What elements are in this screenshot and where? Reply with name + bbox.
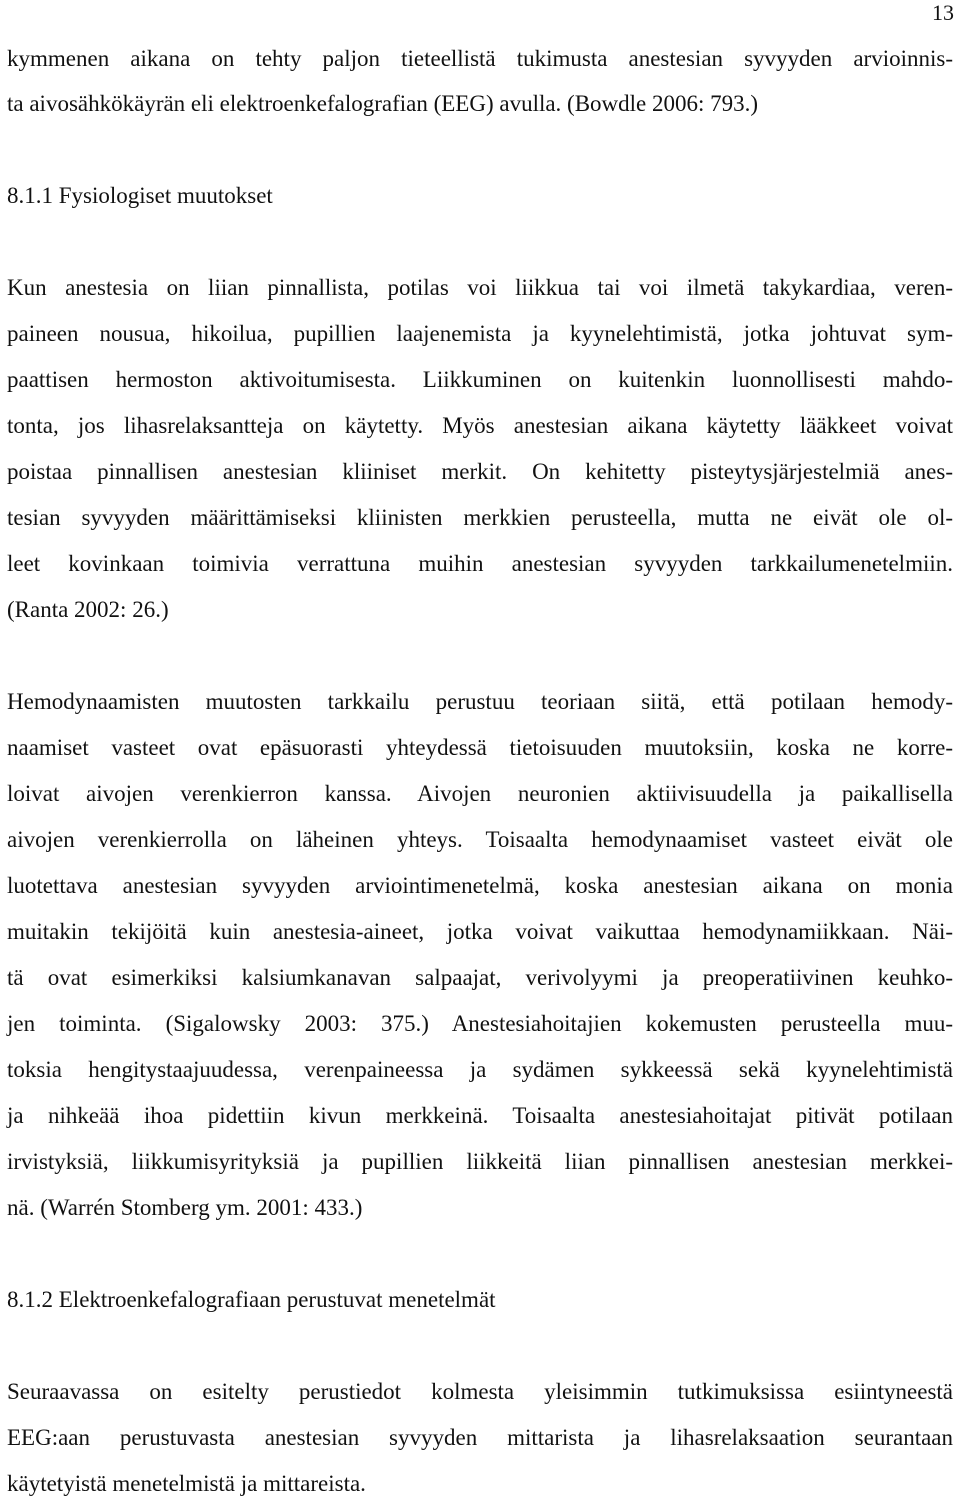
text-line: tä ovat esimerkiksi kalsiumkanavan salpaajat, verivolyymi ja preoperatiivinen keuhko- [7,965,953,990]
text-line: tonta, jos lihasrelaksantteja on käytetty. Myös anestesian aikana käytetty lääkkeet voivat [7,413,953,438]
text-line: poistaa pinnallisen anestesian kliiniset merkit. On kehitetty pisteytysjärjestelmiä anes- [7,459,953,484]
text-line: irvistyksiä, liikkumisyrityksiä ja pupillien liikkeitä liian pinnallisen anestesian merkkei- [7,1149,953,1174]
text-line: ja nihkeää ihoa pidettiin kivun merkkeinä. Toisaalta anestesiahoitajat pitivät potilaan [7,1103,953,1128]
page-number: 13 [932,0,954,25]
text-line: naamiset vasteet ovat epäsuorasti yhteydessä tietoisuuden muutoksiin, koska ne korre- [7,735,953,760]
text-line: Hemodynaamisten muutosten tarkkailu perustuu teoriaan siitä, että potilaan hemody- [7,689,953,714]
text-line: Kun anestesia on liian pinnallista, potilas voi liikkua tai voi ilmetä takykardiaa, veren- [7,275,953,300]
text-line: paineen nousua, hikoilua, pupillien laajenemista ja kyynelehtimistä, jotka johtuvat sym- [7,321,953,346]
text-line: EEG:aan perustuvasta anestesian syvyyden mittarista ja lihasrelaksaation seurantaan [7,1425,953,1450]
text-line: muitakin tekijöitä kuin anestesia-aineet, jotka voivat vaikuttaa hemodynamiikkaan. Näi- [7,919,953,944]
text-line: käytetyistä menetelmistä ja mittareista. [7,1471,366,1496]
text-line: luotettava anestesian syvyyden arviointimenetelmä, koska anestesian aikana on monia [7,873,953,898]
text-line: ta aivosähkökäyrän eli elektroenkefalografian (EEG) avulla. (Bowdle 2006: 793.) [7,91,759,116]
text-line: (Ranta 2002: 26.) [7,597,169,622]
text-line: jen toiminta. (Sigalowsky 2003: 375.) Anestesiahoitajien kokemusten perusteella muu- [7,1011,953,1036]
text-line: tesian syvyyden määrittämiseksi kliinisten merkkien perusteella, mutta ne eivät ole ol- [7,505,953,530]
text-line: toksia hengitystaajuudessa, verenpaineessa ja sydämen sykkeessä sekä kyynelehtimistä [7,1057,953,1082]
text-line: nä. (Warrén Stomberg ym. 2001: 433.) [7,1195,363,1220]
section-heading: 8.1.1 Fysiologiset muutokset [7,183,273,208]
section-heading: 8.1.2 Elektroenkefalografiaan perustuvat menetelmät [7,1287,496,1312]
text-line: Seuraavassa on esitelty perustiedot kolmesta yleisimmin tutkimuksissa esiintyneestä [7,1379,953,1404]
text-line: kymmenen aikana on tehty paljon tieteellistä tukimusta anestesian syvyyden arvioinnis- [7,46,953,71]
text-line: leet kovinkaan toimivia verrattuna muihin anestesian syvyyden tarkkailumenetelmiin. [7,551,953,576]
text-line: loivat aivojen verenkierron kanssa. Aivojen neuronien aktiivisuudella ja paikallisella [7,781,953,806]
text-line: paattisen hermoston aktivoitumisesta. Liikkuminen on kuitenkin luonnollisesti mahdo- [7,367,953,392]
text-line: aivojen verenkierrolla on läheinen yhteys. Toisaalta hemodynaamiset vasteet eivät ole [7,827,953,852]
